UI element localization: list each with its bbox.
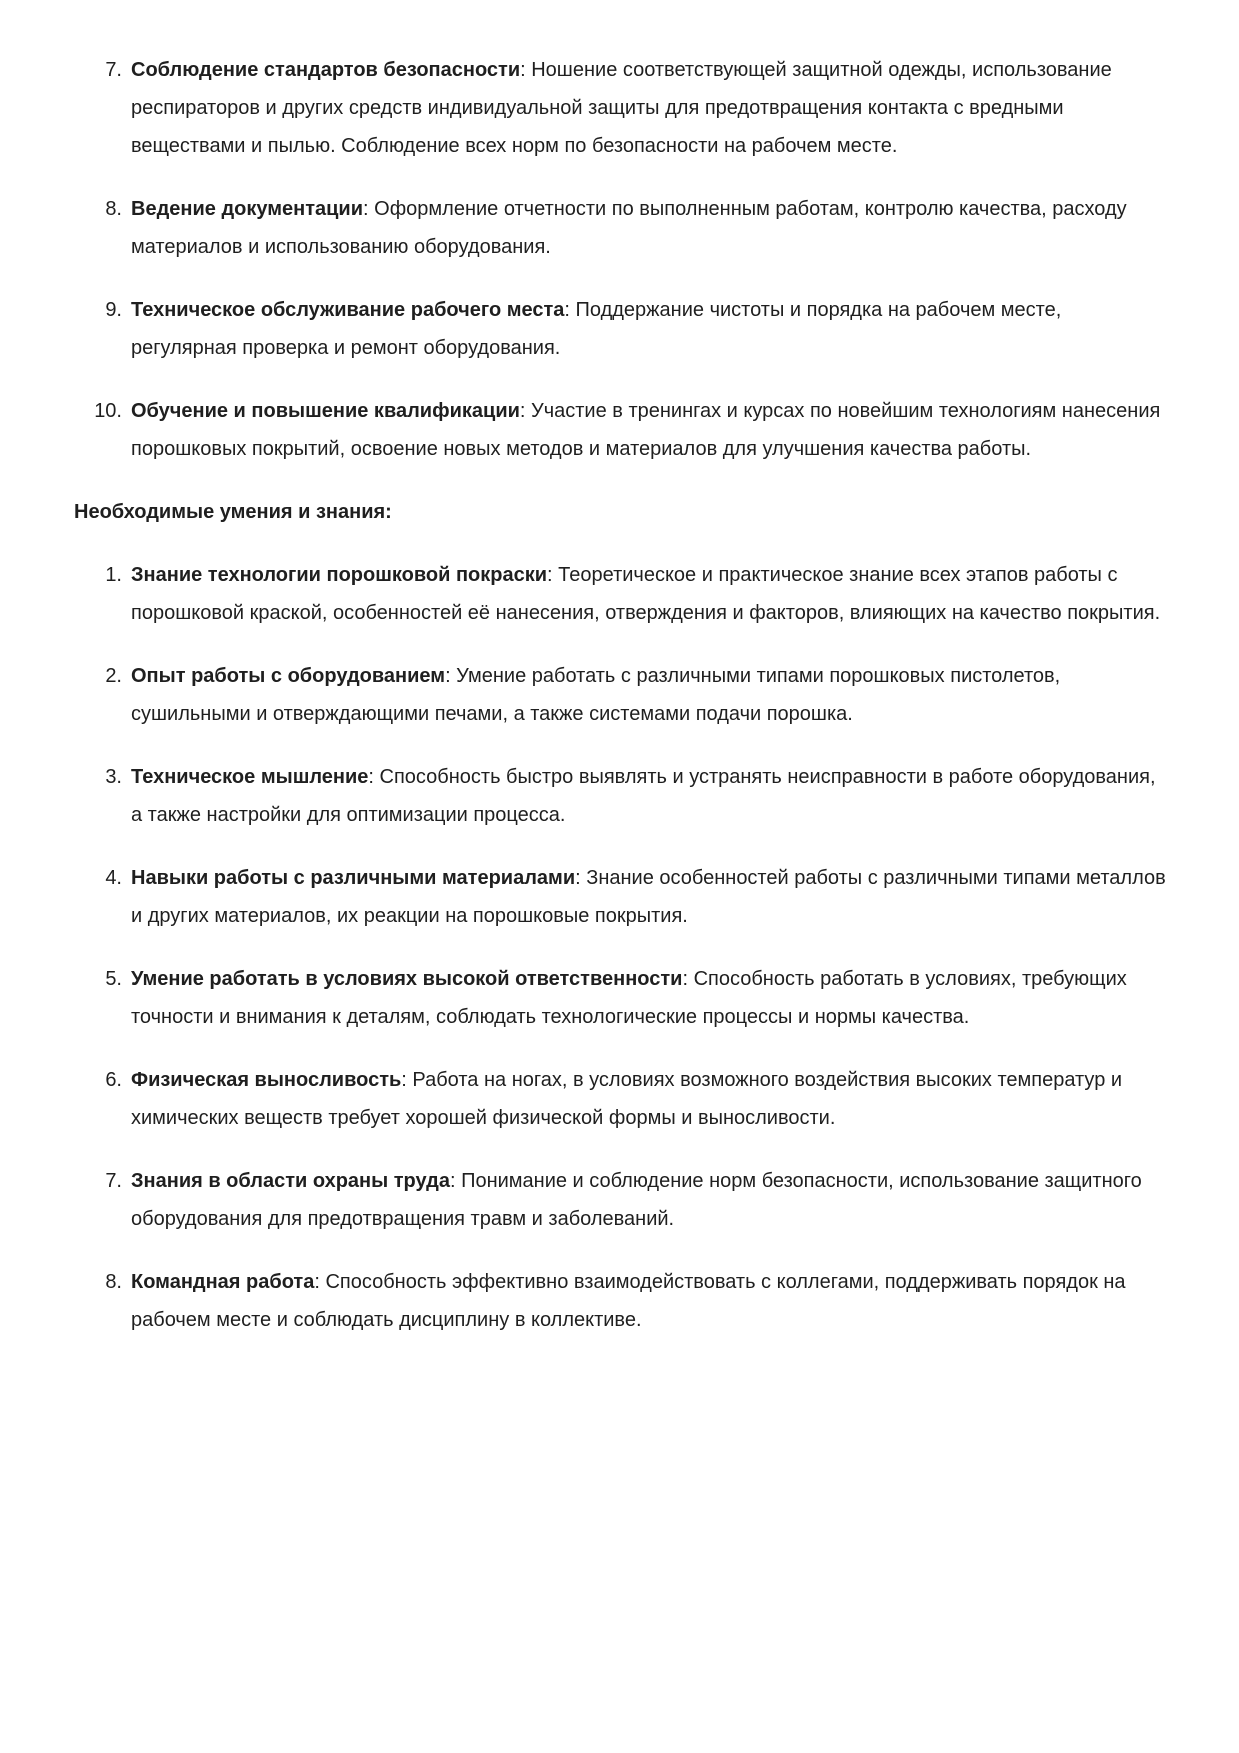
list-item-description: : Оформление отчетности по выполненным работам, контролю качества, расходу материалов и использованию оборудования. [131, 198, 1127, 258]
list-item [74, 190, 1167, 266]
list-item-title: Навыки работы с различными материалами [131, 867, 576, 889]
list-item [74, 758, 1167, 834]
list-item-description: : Понимание и соблюдение норм безопасности, использование защитного оборудования для предотвращения травм и заболеваний. [131, 1170, 1142, 1230]
list-item-title: Умение работать в условиях высокой ответственности [131, 968, 683, 990]
list-item-number: 4. [105, 867, 122, 889]
list-item-description: : Знание особенностей работы с различными типами металлов и других материалов, их реакции на порошковые покрытия. [131, 867, 1166, 927]
list-item [74, 556, 1167, 632]
list-item-description: : Поддержание чистоты и порядка на рабочем месте, регулярная проверка и ремонт оборудования. [131, 299, 1062, 359]
list-item-description: : Ношение соответствующей защитной одежды, использование респираторов и других средств индивидуальной защиты для предотвращения контакта с вредными веществами и пылью. Соблюдение всех норм по безопасности на рабочем месте. [131, 59, 1112, 157]
list-item [74, 960, 1167, 1036]
list-item [74, 657, 1167, 733]
list-item-description: : Работа на ногах, в условиях возможного воздействия высоких температур и химических веществ требует хорошей физической формы и выносливости. [131, 1069, 1123, 1129]
list-item-number: 2. [105, 665, 122, 687]
list-item-description: : Способность эффективно взаимодействовать с коллегами, поддерживать порядок на рабочем месте и соблюдать дисциплину в коллективе. [131, 1271, 1126, 1331]
list-item-number: 3. [105, 766, 122, 788]
list-item-title: Физическая выносливость [131, 1069, 402, 1091]
list-item-title: Обучение и повышение квалификации [131, 400, 520, 422]
list-item [74, 1263, 1167, 1339]
list-item-description: : Теоретическое и практическое знание всех этапов работы с порошковой краской, особенностей её нанесения, отверждения и факторов, влияющих на качество покрытия. [131, 564, 1161, 624]
list-item-number: 7. [105, 59, 122, 81]
list-item-title: Опыт работы с оборудованием [131, 665, 446, 687]
list-item [74, 1162, 1167, 1238]
skills-list [74, 556, 1167, 1339]
list-item [74, 392, 1167, 468]
list-item-number: 9. [105, 299, 122, 321]
list-item-title: Знание технологии порошковой покраски [131, 564, 548, 586]
list-item-number: 8. [105, 1271, 122, 1293]
list-item-title: Знания в области охраны труда [131, 1170, 450, 1192]
list-item-description: : Способность быстро выявлять и устранять неисправности в работе оборудования, а также настройки для оптимизации процесса. [131, 766, 1156, 826]
list-item-description: : Участие в тренингах и курсах по новейшим технологиям нанесения порошковых покрытий, освоение новых методов и материалов для улучшения качества работы. [131, 400, 1161, 460]
list-item-number: 1. [105, 564, 122, 586]
list-item-title: Командная работа [131, 1271, 315, 1293]
list-item [74, 51, 1167, 165]
section-heading: Необходимые умения и знания: [74, 501, 392, 523]
list-item-number: 7. [105, 1170, 122, 1192]
list-item-number: 6. [105, 1069, 122, 1091]
list-item-title: Техническое обслуживание рабочего места [131, 299, 565, 321]
responsibilities-list [74, 51, 1167, 468]
list-item-number: 5. [105, 968, 122, 990]
list-item [74, 1061, 1167, 1137]
list-item-number: 8. [105, 198, 122, 220]
list-item-title: Ведение документации [131, 198, 364, 220]
list-item-title: Соблюдение стандартов безопасности [131, 59, 521, 81]
list-item-title: Техническое мышление [131, 766, 369, 788]
list-item [74, 859, 1167, 935]
list-item-description: : Умение работать с различными типами порошковых пистолетов, сушильными и отверждающими печами, а также системами подачи порошка. [131, 665, 1061, 725]
list-item-description: : Способность работать в условиях, требующих точности и внимания к деталям, соблюдать технологические процессы и нормы качества. [131, 968, 1127, 1028]
list-item-number: 10. [94, 400, 122, 422]
list-item [74, 291, 1167, 367]
